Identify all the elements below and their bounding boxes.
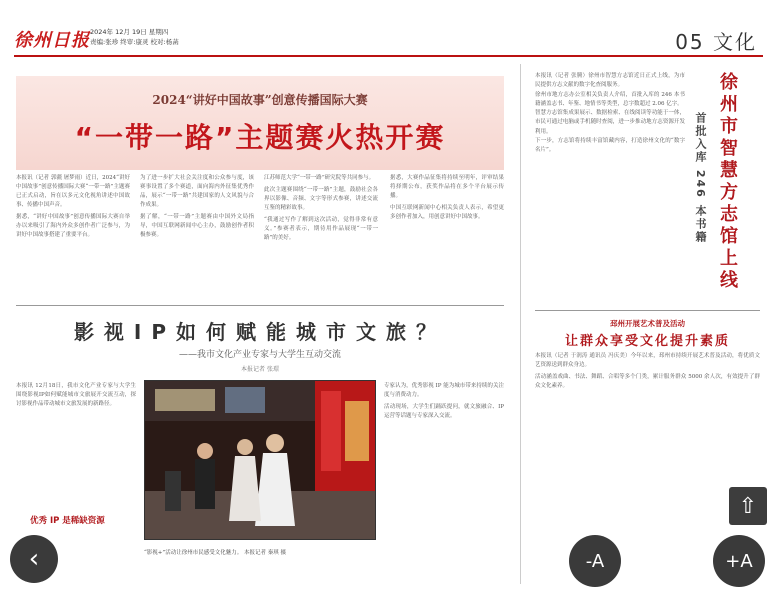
paragraph: 智慧方志馆集成果展示、数据检索、在线阅读等功能于一体，市民可通过电脑或手机随时查阅，进一步推动地方志资源开发利用。: [535, 110, 685, 135]
right-story-headline[interactable]: 徐州市智慧方志馆上线: [717, 72, 738, 292]
second-story-column-left[interactable]: [16, 382, 136, 412]
paragraph: 据悉，大赛作品征集将持续至明年，评审结果将择期公布，获奖作品将在多个平台展示传播。: [390, 175, 504, 199]
second-story-column-right[interactable]: [384, 382, 504, 424]
paragraph: 下一步，方志馆将持续丰富馆藏内容，打造徐州文化的“数字名片”。: [535, 138, 685, 154]
side-story-body[interactable]: [535, 352, 760, 394]
decrease-font-button[interactable]: -A: [569, 535, 621, 587]
lead-story-headline: “一带一路”主题赛火热开赛: [74, 121, 446, 154]
section-divider: [16, 305, 504, 306]
section-divider: [535, 310, 760, 311]
date-info: [90, 27, 179, 47]
increase-font-button[interactable]: +A: [713, 535, 765, 587]
lead-story-column-3[interactable]: [264, 174, 378, 246]
paragraph: 本报讯（记者 于润涛 通讯员 冯庆美）今年以来，邳州市持续开展艺术普及活动，将优质文艺资源送到群众身边。: [535, 353, 760, 368]
paragraph: 江苏师范大学“一带一路”研究院等共同参与。: [264, 175, 375, 181]
newspaper-logo: 徐州日报: [14, 30, 90, 51]
paragraph: 此次主题赛围绕“一带一路”主题，鼓励社会各界以影像、音频、文字等形式参赛，讲述交流互鉴的精彩故事。: [264, 187, 378, 211]
side-story-kicker: 邳州开展艺术普及活动: [610, 319, 685, 328]
second-story-credit: 本报记者 张璟: [241, 366, 279, 373]
issue-date: 2024年 12月 19日 星期四: [90, 28, 169, 36]
lead-story-column-2[interactable]: [140, 174, 254, 243]
paragraph: 专家认为，优秀影视 IP 能为城市带来持续的关注度与消费动力。: [384, 383, 504, 398]
lead-story-kicker: 2024“讲好中国故事”创意传播国际大赛: [152, 93, 368, 107]
editors: 责编:张珍 终审:康灵 校对:杨菡: [90, 38, 179, 46]
paragraph: 据悉，“讲好中国故事”创意传播国际大赛自举办以来吸引了海内外众多创作者广泛参与，为讲好中国故事搭建了重要平台。: [16, 214, 130, 238]
paragraph: 本报讯（记者 郭疆 屠梦雨）近日，2024“讲好中国故事”创意传播国际大赛“一带一路”主题赛已正式启动，旨在以多元文化视角讲述中国故事、传播中国声音。: [16, 175, 130, 208]
back-button[interactable]: ‹: [10, 535, 58, 583]
paragraph: 本报讯（记者 张腾）徐州市智慧方志馆近日正式上线，为市民提供方志文献的数字化查阅服务。: [535, 73, 685, 89]
page-title: 05 文化: [675, 30, 757, 54]
paragraph: “我通过写作了解到这次活动，觉得非常有意义。”参赛者表示，期待用作品展现“一带一路”的美好。: [264, 217, 378, 241]
lead-story-column-1[interactable]: [16, 174, 130, 243]
second-story-headline[interactable]: 影视IP如何赋能城市文旅？: [73, 320, 447, 344]
paragraph: 活动涵盖戏曲、书法、舞蹈、合唱等多个门类，累计服务群众 5000 余人次，有效提升了群众文化素养。: [535, 374, 760, 389]
paragraph: 中国互联网新闻中心相关负责人表示，希望更多创作者加入，用创意讲好中国故事。: [390, 205, 504, 220]
masthead-divider: [14, 55, 763, 57]
column-divider: [520, 64, 521, 584]
right-story-body[interactable]: [535, 72, 685, 156]
paragraph: 为了进一步扩大社会关注度和公众参与度，该赛事设置了多个赛道，面向海内外征集优秀作品，展示“一带一路”共建国家的人文风貌与合作成果。: [140, 175, 254, 208]
second-story-subtitle: ——我市文化产业专家与大学生互动交流: [178, 350, 341, 360]
lead-story-banner[interactable]: [16, 76, 504, 170]
scroll-to-top-button[interactable]: ⇧: [729, 487, 767, 525]
second-story-subhead: 优秀 IP 是稀缺资源: [30, 516, 105, 526]
paragraph: 徐州市地方志办公室相关负责人介绍，首批入库的 246 本书籍涵盖志书、年鉴、地情书等类型，总字数超过 2.06 亿字。: [535, 91, 685, 107]
side-story-headline[interactable]: 让群众享受文化提升素质: [564, 334, 730, 349]
event-photo[interactable]: [144, 380, 376, 540]
paragraph: 据了解，“一带一路”主题赛由中国外文局指导，中国互联网新闻中心主办，鼓励创作者积极参赛。: [140, 214, 254, 238]
paragraph: 本报讯 12月18日，我市文化产业专家与大学生围绕影视IP如何赋能城市文旅展开交流互动，探讨影视作品带动城市文旅发展的新路径。: [16, 383, 136, 407]
event-photo-illustration: [145, 381, 376, 540]
right-story-subtitle: 首批入库 246 本书籍: [694, 112, 707, 244]
photo-caption: “影视+”活动让徐州市民感受文化魅力。 本报记者 秦琪 摄: [144, 550, 286, 556]
lead-story-column-4[interactable]: [390, 174, 504, 225]
masthead: [0, 0, 777, 60]
paragraph: 活动现场，大学生们踊跃提问，就文旅融合、IP 运营等话题与专家深入交流。: [384, 404, 504, 419]
